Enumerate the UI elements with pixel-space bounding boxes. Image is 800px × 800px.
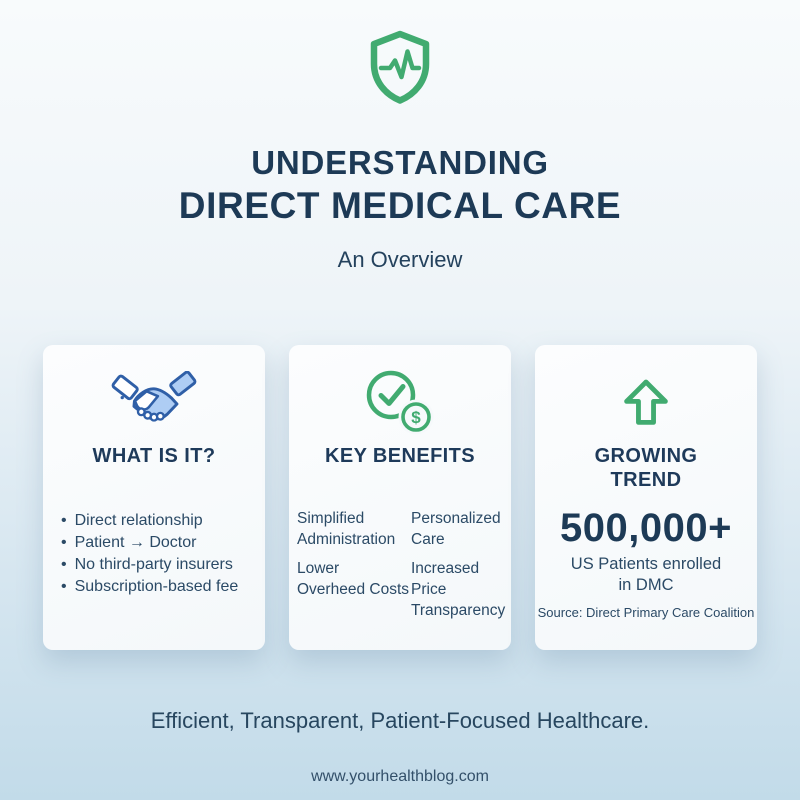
heading-line: GROWING [594, 445, 698, 467]
card-heading: KEY BENEFITS [324, 445, 475, 467]
header-icon-wrap [0, 0, 800, 106]
card-icon-wrap [43, 365, 265, 441]
card-heading: WHAT IS IT? [92, 445, 216, 467]
card-growing-trend [535, 345, 757, 650]
card-icon-wrap [535, 365, 757, 441]
list-item: • Subscription-based fee [61, 576, 265, 598]
heading-line: TREND [610, 469, 682, 491]
card-icon-wrap [289, 365, 511, 441]
benefits-left-column [297, 508, 409, 621]
tagline: Efficient, Transparent, Patient-Focused Healthcare. [150, 708, 650, 733]
what-is-it-list [43, 510, 265, 598]
list-item: • No third-party insurers [61, 554, 265, 576]
stat-caption [535, 554, 757, 596]
website-url: www.yourhealthblog.com [311, 768, 489, 785]
svg-text:$: $ [411, 408, 421, 427]
list-item: • Patient → Doctor [61, 532, 265, 554]
title-line1: UNDERSTANDING [251, 144, 549, 181]
check-dollar-icon [362, 368, 438, 438]
benefits-right-column [411, 508, 506, 621]
card-key-benefits [289, 345, 511, 650]
benefits-columns [289, 508, 511, 621]
benefit-item: Increased Price Transparency [411, 560, 506, 619]
stat-caption-line: US Patients enrolled [570, 555, 722, 573]
card-heading [535, 444, 757, 492]
arrow-up-icon [618, 374, 674, 432]
stat-value: 500,000+ [560, 506, 732, 550]
benefit-item: Lower Overheed Costs [297, 560, 409, 598]
stat-source: Source: Direct Primary Care Coalition [537, 605, 755, 620]
stat-caption-line: in DMC [618, 576, 674, 594]
benefit-item: Personalized Care [411, 510, 501, 548]
card-what-is-it [43, 345, 265, 650]
handshake-icon [111, 371, 197, 435]
title-line2: DIRECT MEDICAL CARE [178, 185, 622, 226]
shield-pulse-icon [368, 28, 432, 106]
cards-row [0, 345, 800, 650]
benefit-item: Simplified Administration [297, 510, 396, 548]
list-item: • Direct relationship [61, 510, 265, 532]
subtitle: An Overview [337, 247, 463, 272]
